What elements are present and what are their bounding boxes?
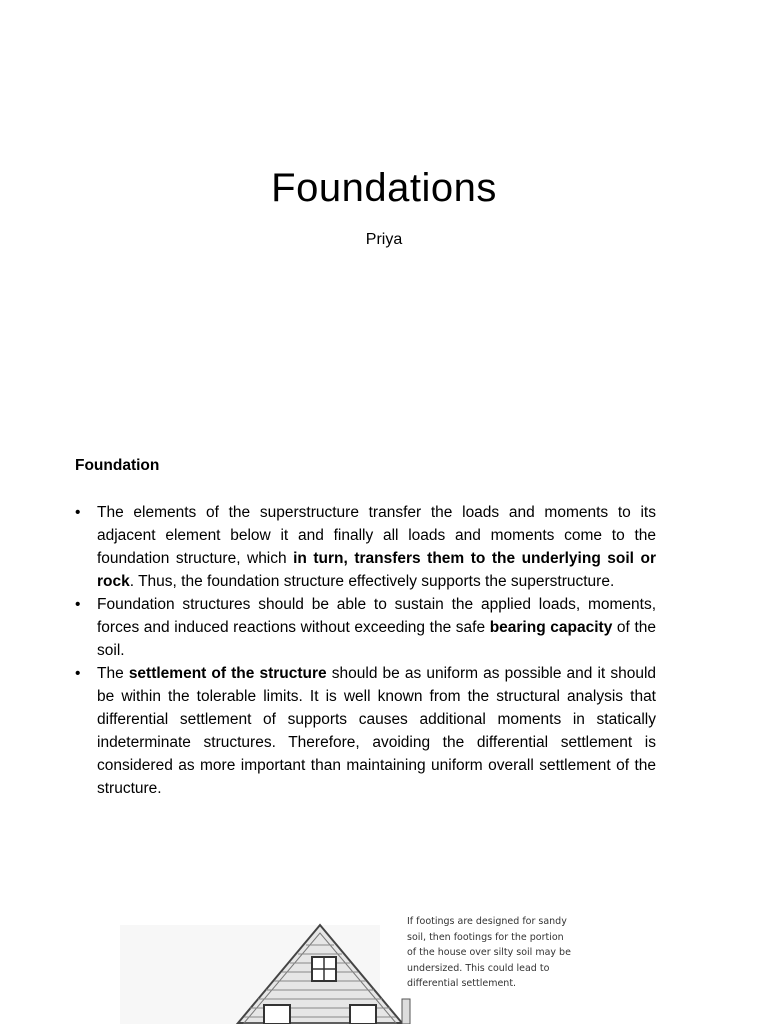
bullet-text xyxy=(97,665,656,797)
house-illustration xyxy=(120,905,580,1024)
author-name: Priya xyxy=(365,231,403,248)
bullet-text xyxy=(97,504,656,590)
bullet-bold-segment: bearing capacity xyxy=(489,619,613,636)
bullet-text-segment: . Thus, the foundation structure effectively supports the superstructure. xyxy=(129,573,615,590)
figure-caption: If footings are designed for sandy soil, then footings for the portion of the house over silty soil may be undersized. This could lead to differential settlement. xyxy=(407,916,571,990)
bullet-text xyxy=(97,596,656,659)
bullet-bold-segment: settlement of the structure xyxy=(128,665,327,682)
bullet-text-segment: should be as uniform as possible and it should be within the tolerable limits. It is well known from the structural analysis that differential settlement of supports causes additional moments in statically indeterminate structures. Therefore, avoiding the differential settlement is considered as more important than maintaining uniform overall settlement of the structure. xyxy=(97,665,657,797)
bullet-icon: • xyxy=(75,504,81,521)
bullet-item xyxy=(75,662,656,800)
bullet-icon: • xyxy=(75,596,81,613)
section-heading: Foundation xyxy=(75,457,160,474)
bullet-bold-segment: in turn, transfers them to the underlying soil or rock xyxy=(97,550,656,590)
bullet-icon: • xyxy=(75,665,81,682)
bullet-item xyxy=(75,593,656,662)
bullet-item xyxy=(75,501,656,593)
document-title: Foundations xyxy=(271,166,497,210)
bullet-text-segment: of the soil. xyxy=(97,619,656,659)
bullet-text-segment: The elements of the superstructure transfer the loads and moments to its adjacent element below it and finally all loads and moments come to the foundation structure, which xyxy=(97,504,656,567)
bullet-text-segment: Foundation structures should be able to sustain the applied loads, moments, forces and induced reactions without exceeding the safe xyxy=(97,596,656,636)
bullet-list xyxy=(75,501,656,800)
bullet-text-segment: The xyxy=(97,665,129,682)
